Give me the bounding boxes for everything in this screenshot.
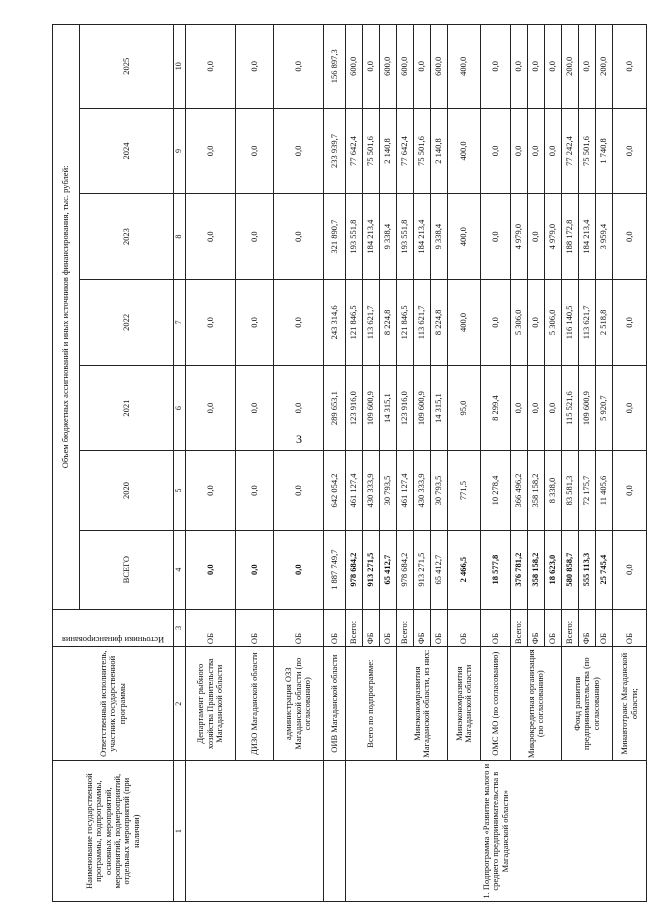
year-value-cell: 200,0 — [562, 25, 579, 109]
header-name-col: Наименование государственной программы, подпрограммы, основных мероприятий, мероприятий, подмероприятий, отдельных мероприятий (при наличии) — [53, 761, 174, 902]
total-value-cell: 25 745,4 — [596, 530, 613, 609]
executor-cell: Всего по подпрограмме: — [346, 647, 397, 761]
total-value-cell: 2 466,5 — [448, 530, 481, 609]
header-year-2023: 2023 — [79, 194, 173, 280]
year-value-cell: 0,0 — [274, 108, 324, 194]
year-value-cell: 0,0 — [481, 194, 511, 280]
year-value-cell: 0,0 — [186, 194, 236, 280]
source-cell: Всего: — [511, 609, 528, 646]
col-index: 1 — [174, 761, 186, 902]
year-value-cell: 0,0 — [274, 365, 324, 451]
year-value-cell: 109 600,9 — [414, 365, 431, 451]
year-value-cell: 14 315,1 — [380, 365, 397, 451]
table-row — [346, 25, 363, 902]
year-value-cell: 188 172,8 — [562, 194, 579, 280]
year-value-cell: 2 140,8 — [380, 108, 397, 194]
year-value-cell: 243 314,6 — [324, 280, 346, 366]
year-value-cell: 184 213,4 — [414, 194, 431, 280]
total-value-cell: 913 271,5 — [363, 530, 380, 609]
year-value-cell: 2 140,8 — [431, 108, 448, 194]
col-index: 2 — [174, 647, 186, 761]
source-cell: ФБ — [363, 609, 380, 646]
rotated-page-area — [52, 20, 639, 902]
executor-cell: ОМС МО (по согласованию) — [481, 647, 511, 761]
source-cell: ОБ — [448, 609, 481, 646]
year-value-cell: 0,0 — [186, 365, 236, 451]
year-value-cell: 109 600,9 — [579, 365, 596, 451]
year-value-cell: 461 127,4 — [346, 451, 363, 530]
year-value-cell: 0,0 — [274, 451, 324, 530]
year-value-cell: 200,0 — [596, 25, 613, 109]
total-value-cell: 0,0 — [274, 530, 324, 609]
year-value-cell: 30 793,5 — [380, 451, 397, 530]
year-value-cell: 0,0 — [481, 280, 511, 366]
source-cell: ФБ — [528, 609, 545, 646]
year-value-cell: 123 916,0 — [397, 365, 414, 451]
year-value-cell: 400,0 — [448, 25, 481, 109]
year-value-cell: 321 890,7 — [324, 194, 346, 280]
executor-cell: администрация ОЗЗ Магаданской области (по согласованию) — [274, 647, 324, 761]
executor-cell: Минэкономразвития Магаданской области, из них: — [397, 647, 448, 761]
year-value-cell: 0,0 — [236, 25, 274, 109]
year-value-cell: 193 551,8 — [346, 194, 363, 280]
source-cell: Всего: — [397, 609, 414, 646]
year-value-cell: 0,0 — [186, 451, 236, 530]
header-total: ВСЕГО — [79, 530, 173, 609]
year-value-cell: 289 653,1 — [324, 365, 346, 451]
year-value-cell: 113 621,7 — [579, 280, 596, 366]
year-value-cell: 0,0 — [511, 108, 528, 194]
header-year-2025: 2025 — [79, 25, 173, 109]
year-value-cell: 121 846,5 — [397, 280, 414, 366]
program-name-blank — [324, 761, 346, 902]
col-index: 7 — [174, 280, 186, 366]
program-name: 1. Подпрограмма «Развитие малого и среднего предпринимательства в Магаданской области» — [346, 761, 647, 902]
executor-cell: Минавтотранс Магаданской области; — [613, 647, 647, 761]
source-cell: ОБ — [613, 609, 647, 646]
year-value-cell: 184 213,4 — [363, 194, 380, 280]
source-cell: ОБ — [186, 609, 236, 646]
year-value-cell: 600,0 — [431, 25, 448, 109]
table-body — [186, 25, 647, 902]
table-row — [186, 25, 236, 902]
total-value-cell: 978 684,2 — [346, 530, 363, 609]
financing-table — [52, 24, 647, 902]
year-value-cell: 184 213,4 — [579, 194, 596, 280]
year-value-cell: 5 920,7 — [596, 365, 613, 451]
total-value-cell: 65 412,7 — [431, 530, 448, 609]
year-value-cell: 0,0 — [545, 25, 562, 109]
source-cell: ОБ — [236, 609, 274, 646]
year-value-cell: 0,0 — [414, 25, 431, 109]
year-value-cell: 0,0 — [186, 25, 236, 109]
total-value-cell: 376 781,2 — [511, 530, 528, 609]
year-value-cell: 0,0 — [274, 194, 324, 280]
year-value-cell: 9 338,4 — [431, 194, 448, 280]
year-value-cell: 0,0 — [481, 25, 511, 109]
table-row — [324, 25, 346, 902]
year-value-cell: 600,0 — [380, 25, 397, 109]
year-value-cell: 0,0 — [613, 451, 647, 530]
year-value-cell: 95,0 — [448, 365, 481, 451]
header-source-label: Источники финансирования — [61, 635, 165, 646]
source-cell: Всего: — [346, 609, 363, 646]
year-value-cell: 0,0 — [186, 280, 236, 366]
source-cell: ФБ — [414, 609, 431, 646]
header-year-2021: 2021 — [79, 365, 173, 451]
year-value-cell: 0,0 — [528, 108, 545, 194]
col-index: 10 — [174, 25, 186, 109]
year-value-cell: 10 278,4 — [481, 451, 511, 530]
year-value-cell: 0,0 — [613, 280, 647, 366]
col-index: 9 — [174, 108, 186, 194]
col-index: 3 — [174, 609, 186, 646]
total-value-cell: 555 113,3 — [579, 530, 596, 609]
year-value-cell: 400,0 — [448, 108, 481, 194]
year-value-cell: 0,0 — [363, 25, 380, 109]
source-cell: ОБ — [431, 609, 448, 646]
col-index: 8 — [174, 194, 186, 280]
year-value-cell: 4 979,0 — [545, 194, 562, 280]
executor-cell: Департамент рыбного хозяйства Правительства Магаданской области — [186, 647, 236, 761]
year-value-cell: 8 299,4 — [481, 365, 511, 451]
year-value-cell: 8 224,8 — [380, 280, 397, 366]
year-value-cell: 109 600,9 — [363, 365, 380, 451]
year-value-cell: 600,0 — [346, 25, 363, 109]
year-value-cell: 116 140,5 — [562, 280, 579, 366]
year-value-cell: 0,0 — [613, 365, 647, 451]
year-value-cell: 121 846,5 — [346, 280, 363, 366]
header-source-col — [53, 609, 174, 646]
executor-cell: ОИВ Магаданской области — [324, 647, 346, 761]
total-value-cell: 580 858,7 — [562, 530, 579, 609]
year-value-cell: 0,0 — [274, 280, 324, 366]
source-cell: ОБ — [274, 609, 324, 646]
year-value-cell: 0,0 — [545, 365, 562, 451]
year-value-cell: 0,0 — [236, 194, 274, 280]
col-index: 5 — [174, 451, 186, 530]
source-cell: ОБ — [324, 609, 346, 646]
executor-cell: Микрокредитная организация (по согласованию) — [511, 647, 562, 761]
year-value-cell: 0,0 — [236, 451, 274, 530]
year-value-cell: 0,0 — [274, 25, 324, 109]
year-value-cell: 358 158,2 — [528, 451, 545, 530]
col-index: 4 — [174, 530, 186, 609]
year-value-cell: 123 916,0 — [346, 365, 363, 451]
year-value-cell: 75 501,6 — [579, 108, 596, 194]
year-value-cell: 0,0 — [613, 25, 647, 109]
executor-cell: Минэкономразвития Магаданской области — [448, 647, 481, 761]
year-value-cell: 0,0 — [545, 108, 562, 194]
year-value-cell: 0,0 — [236, 365, 274, 451]
source-cell: Всего: — [562, 609, 579, 646]
total-value-cell: 18 577,8 — [481, 530, 511, 609]
total-value-cell: 1 887 749,7 — [324, 530, 346, 609]
year-value-cell: 77 642,4 — [346, 108, 363, 194]
header-funding: Объем бюджетных ассигнований и иных источников финансирования, тыс. рублей: — [53, 25, 80, 610]
total-value-cell: 913 271,5 — [414, 530, 431, 609]
page-number: 3 — [296, 432, 302, 446]
year-value-cell: 11 405,6 — [596, 451, 613, 530]
year-value-cell: 83 581,3 — [562, 451, 579, 530]
year-value-cell: 14 315,1 — [431, 365, 448, 451]
total-value-cell: 978 684,2 — [397, 530, 414, 609]
year-value-cell: 4 979,0 — [511, 194, 528, 280]
executor-cell: Фонд развития предпринимательства (по согласованию) — [562, 647, 613, 761]
col-index: 6 — [174, 365, 186, 451]
year-value-cell: 0,0 — [511, 365, 528, 451]
year-value-cell: 642 054,2 — [324, 451, 346, 530]
year-value-cell: 600,0 — [397, 25, 414, 109]
year-value-cell: 0,0 — [511, 25, 528, 109]
year-value-cell: 8 338,0 — [545, 451, 562, 530]
year-value-cell: 9 338,4 — [380, 194, 397, 280]
year-value-cell: 77 242,4 — [562, 108, 579, 194]
year-value-cell: 400,0 — [448, 194, 481, 280]
year-value-cell: 0,0 — [236, 108, 274, 194]
executor-cell: ДИЗО Магаданской области — [236, 647, 274, 761]
year-value-cell: 0,0 — [481, 108, 511, 194]
total-value-cell: 65 412,7 — [380, 530, 397, 609]
year-value-cell: 193 551,8 — [397, 194, 414, 280]
year-value-cell: 430 333,9 — [414, 451, 431, 530]
total-value-cell: 18 623,0 — [545, 530, 562, 609]
source-cell: ФБ — [579, 609, 596, 646]
header-year-2020: 2020 — [79, 451, 173, 530]
year-value-cell: 0,0 — [613, 108, 647, 194]
year-value-cell: 0,0 — [528, 280, 545, 366]
header-year-2022: 2022 — [79, 280, 173, 366]
rotated-table-container — [52, 20, 639, 902]
year-value-cell: 113 621,7 — [363, 280, 380, 366]
year-value-cell: 366 496,2 — [511, 451, 528, 530]
year-value-cell: 771,5 — [448, 451, 481, 530]
year-value-cell: 0,0 — [528, 365, 545, 451]
year-value-cell: 1 740,8 — [596, 108, 613, 194]
source-cell: ОБ — [596, 609, 613, 646]
program-name-blank — [186, 761, 324, 902]
header-year-2024: 2024 — [79, 108, 173, 194]
year-value-cell: 233 939,7 — [324, 108, 346, 194]
year-value-cell: 113 621,7 — [414, 280, 431, 366]
year-value-cell: 461 127,4 — [397, 451, 414, 530]
total-value-cell: 0,0 — [236, 530, 274, 609]
year-value-cell: 30 793,5 — [431, 451, 448, 530]
year-value-cell: 5 306,0 — [545, 280, 562, 366]
source-cell: ОБ — [481, 609, 511, 646]
year-value-cell: 2 518,8 — [596, 280, 613, 366]
year-value-cell: 430 333,9 — [363, 451, 380, 530]
year-value-cell: 0,0 — [579, 25, 596, 109]
year-value-cell: 156 897,3 — [324, 25, 346, 109]
total-value-cell: 0,0 — [613, 530, 647, 609]
year-value-cell: 0,0 — [613, 194, 647, 280]
source-cell: ОБ — [545, 609, 562, 646]
header-executor-col: Ответственный исполнитель, участник государственной программы — [53, 647, 174, 761]
total-value-cell: 0,0 — [186, 530, 236, 609]
year-value-cell: 400,0 — [448, 280, 481, 366]
year-value-cell: 115 521,6 — [562, 365, 579, 451]
year-value-cell: 8 224,8 — [431, 280, 448, 366]
year-value-cell: 75 501,6 — [414, 108, 431, 194]
year-value-cell: 0,0 — [528, 25, 545, 109]
year-value-cell: 75 501,6 — [363, 108, 380, 194]
year-value-cell: 0,0 — [186, 108, 236, 194]
year-value-cell: 72 175,7 — [579, 451, 596, 530]
source-cell: ОБ — [380, 609, 397, 646]
year-value-cell: 3 959,4 — [596, 194, 613, 280]
year-value-cell: 0,0 — [236, 280, 274, 366]
year-value-cell: 77 642,4 — [397, 108, 414, 194]
total-value-cell: 358 158,2 — [528, 530, 545, 609]
year-value-cell: 0,0 — [528, 194, 545, 280]
year-value-cell: 5 306,0 — [511, 280, 528, 366]
